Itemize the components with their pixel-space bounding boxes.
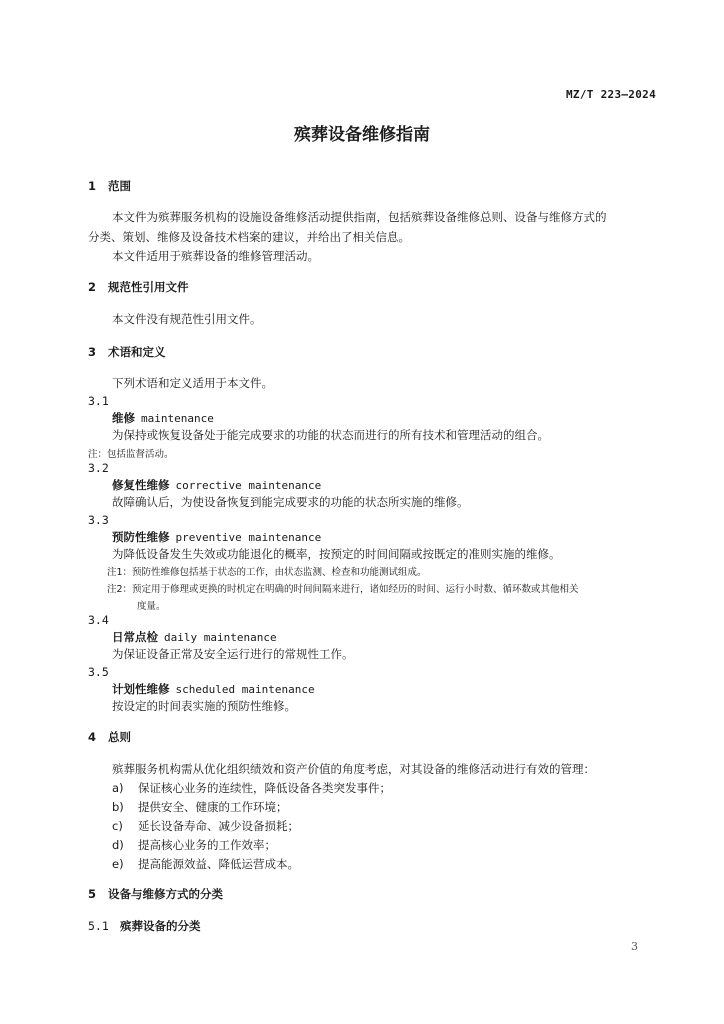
section-number: 3 [88,345,97,359]
term-definition: 为保持或恢复设备处于能完成要求的功能的状态而进行的所有技术和管理活动的组合。 [112,428,549,442]
subsection-number: 5.1 [88,919,109,933]
standard-number: MZ/T 223—2024 [566,88,656,101]
term-entry [112,477,321,493]
list-item-text: 保证核心业务的连续性，降低设备各类突发事件； [138,781,391,795]
term-definition: 故障确认后，为使设备恢复到能完成要求的功能的状态所实施的维修。 [112,495,469,509]
section-3-heading [88,344,166,360]
term-definition: 按设定的时间表实施的预防性维修。 [112,699,296,713]
note: 注2：预定用于修理或更换的时机定在明确的时间间隔来进行，诸如经历的时间、运行小时数、循环数或其他相关 [107,584,579,595]
list-marker: b) [112,800,124,814]
paragraph: 殡葬服务机构需从优化组织绩效和资产价值的角度考虑，对其设备的维修活动进行有效的管理： [112,762,595,776]
section-title: 术语和定义 [108,345,166,359]
paragraph: 本文件没有规范性引用文件。 [112,312,262,326]
term-entry [112,410,214,426]
term-definition: 为保证设备正常及安全运行进行的常规性工作。 [112,647,354,661]
term-english: daily maintenance [164,631,277,644]
section-2-heading [88,279,189,295]
clause-number: 3.4 [88,613,109,627]
section-title: 规范性引用文件 [108,280,189,294]
section-4-heading [88,729,131,745]
section-5-heading [88,886,223,902]
section-title: 总则 [108,730,131,744]
list-marker: c) [112,819,123,833]
paragraph: 本文件为殡葬服务机构的设施设备维修活动提供指南，包括殡葬设备维修总则、设备与维修方式的 [112,210,607,224]
list-marker: a) [112,781,124,795]
list-item-text: 提供安全、健康的工作环境； [138,800,288,814]
term-english: corrective maintenance [175,479,322,492]
term-chinese: 维修 [112,411,135,425]
section-title: 设备与维修方式的分类 [108,887,223,901]
term-english: scheduled maintenance [175,683,315,696]
list-marker: d) [112,838,124,852]
list-item-text: 提高核心业务的工作效率； [138,838,276,852]
paragraph: 下列术语和定义适用于本文件。 [112,376,273,390]
section-number: 4 [88,730,97,744]
section-1-heading [88,178,131,194]
clause-number: 3.2 [88,461,109,475]
term-english: maintenance [141,412,214,425]
note: 度量。 [137,601,166,612]
document-title: 殡葬设备维修指南 [294,125,430,145]
list-item-text: 提高能源效益、降低运营成本。 [138,857,299,871]
term-definition: 为降低设备发生失效或功能退化的概率，按预定的时间间隔或按既定的准则实施的维修。 [112,547,561,561]
list-marker: e) [112,857,124,871]
clause-number: 3.1 [88,394,109,408]
subsection-title: 殡葬设备的分类 [120,919,201,933]
term-chinese: 计划性维修 [112,682,170,696]
section-title: 范围 [108,179,131,193]
section-number: 5 [88,887,97,901]
subsection-5-1-heading [88,918,201,934]
page-number: 3 [631,940,638,953]
note: 注：包括监督活动。 [88,449,174,460]
term-chinese: 修复性维修 [112,478,170,492]
term-english: preventive maintenance [175,531,322,544]
list-item [112,818,299,834]
term-entry [112,629,277,645]
list-item [112,837,276,853]
section-number: 2 [88,280,97,294]
list-item [112,780,391,796]
clause-number: 3.5 [88,665,109,679]
term-chinese: 日常点检 [112,630,158,644]
list-item-text: 延长设备寿命、减少设备损耗； [138,819,299,833]
paragraph: 分类、策划、维修及设备技术档案的建议，并给出了相关信息。 [88,230,410,244]
term-entry [112,529,321,545]
list-item [112,856,299,872]
term-chinese: 预防性维修 [112,530,170,544]
term-entry [112,681,315,697]
note: 注1：预防性维修包括基于状态的工作，由状态监测、检查和功能测试组成。 [107,567,427,578]
list-item [112,799,288,815]
section-number: 1 [88,179,97,193]
clause-number: 3.3 [88,513,109,527]
paragraph: 本文件适用于殡葬设备的维修管理活动。 [112,249,319,263]
